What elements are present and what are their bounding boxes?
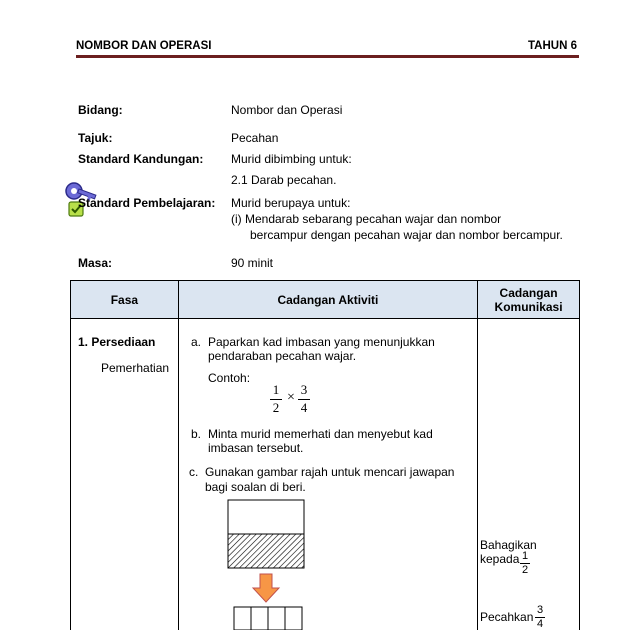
- kom1-numerator: 1: [521, 550, 529, 562]
- activity-b-line-1: Minta murid memerhati dan menyebut kad: [208, 427, 433, 441]
- masa-label: Masa:: [78, 256, 113, 270]
- activity-b-marker: b.: [191, 427, 202, 441]
- activity-c-line-1: Gunakan gambar rajah untuk mencari jawapan: [205, 465, 455, 479]
- standard-kandungan-value-2: 2.1 Darab pecahan.: [231, 173, 337, 187]
- activity-b-line-2: imbasan tersebut.: [208, 441, 304, 455]
- masa-value: 90 minit: [231, 256, 274, 270]
- tajuk-value: Pecahan: [231, 131, 279, 145]
- activity-a-marker: a.: [191, 335, 202, 349]
- header-fasa: Fasa: [71, 281, 179, 319]
- header-cadangan-komunikasi: [478, 281, 580, 319]
- kom2-denominator: 4: [536, 618, 544, 630]
- year-label: TAHUN 6: [528, 40, 577, 52]
- page-header: [76, 40, 579, 54]
- header-cadangan-aktiviti: Cadangan Aktiviti: [178, 281, 477, 319]
- kom2-text: Pecahkan: [480, 610, 534, 624]
- standard-pembelajaran-value-2: (i) Mendarab sebarang pecahan wajar dan nombor: [231, 212, 502, 226]
- tajuk-label: Tajuk:: [78, 131, 113, 145]
- subject-title: NOMBOR DAN OPERASI: [76, 40, 212, 52]
- kom1-denominator: 2: [521, 564, 529, 576]
- frac1-denominator: 2: [272, 400, 280, 415]
- komunikasi-cell: [478, 319, 580, 630]
- bidang-label: Bidang:: [78, 103, 123, 117]
- activity-table: [70, 280, 580, 630]
- header-rule: [76, 55, 579, 58]
- phase-title: 1. Persediaan: [78, 335, 156, 349]
- frac2-numerator: 3: [300, 382, 308, 397]
- whole-rect-top: [228, 500, 304, 534]
- contoh-label: Contoh:: [208, 371, 251, 385]
- frac1-numerator: 1: [272, 382, 280, 397]
- phase-sub: Pemerhatian: [101, 361, 170, 375]
- standard-kandungan-value-1: Murid dibimbing untuk:: [231, 152, 352, 166]
- standard-pembelajaran-value-1: Murid berupaya untuk:: [231, 196, 351, 210]
- arrow-down-icon: [253, 574, 279, 602]
- table-header-row: [71, 281, 580, 319]
- times-sign: ×: [287, 390, 295, 405]
- standard-pembelajaran-label: Standard Pembelajaran:: [78, 196, 216, 210]
- header-cadangan-line: Cadangan: [499, 285, 558, 300]
- activity-c-line-2: bagi soalan di beri.: [205, 480, 306, 494]
- standard-pembelajaran-value-3: bercampur dengan pecahan wajar dan nombor bercampur.: [250, 228, 563, 242]
- fraction-diagram: [224, 498, 308, 630]
- kom2-numerator: 3: [536, 604, 544, 616]
- standard-kandungan-label: Standard Kandungan:: [78, 152, 204, 166]
- half-shaded-rect: [228, 534, 304, 568]
- header-komunikasi-line: Komunikasi: [494, 299, 563, 314]
- frac2-denominator: 4: [300, 400, 308, 415]
- kom1-line-1: Bahagikan: [480, 538, 537, 552]
- activity-a-line-1: Paparkan kad imbasan yang menunjukkan: [208, 335, 435, 349]
- activity-a-line-2: pendaraban pecahan wajar.: [208, 349, 357, 363]
- activity-c-marker: c.: [189, 465, 199, 479]
- bidang-value: Nombor dan Operasi: [231, 103, 343, 117]
- kom1-line-2: kepada: [480, 552, 520, 566]
